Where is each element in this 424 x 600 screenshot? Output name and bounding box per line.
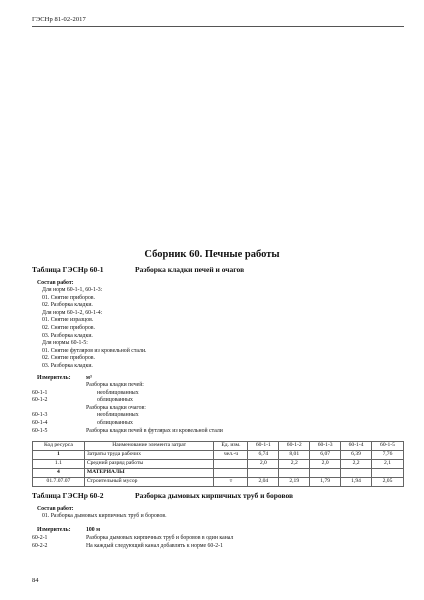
table-cell: 2,1 xyxy=(372,460,404,469)
norm-code: 60-1-5 xyxy=(32,427,48,434)
norm-text: необлицованных xyxy=(97,412,139,419)
table1-code: Таблица ГЭСНр 60-1 xyxy=(32,265,104,274)
table-cell: 01.7.07.07 xyxy=(33,478,85,487)
table-cell xyxy=(372,469,404,478)
table1-composition-title: Состав работ: xyxy=(37,280,74,286)
document-code: ГЭСНр 81-02-2017 xyxy=(32,16,86,23)
table-cell: МАТЕРИАЛЫ xyxy=(84,469,214,478)
table-cell: 2,19 xyxy=(279,478,310,487)
composition-item: 02. Снятие приборов. xyxy=(42,355,95,362)
table-cell: Строительный мусор xyxy=(84,478,214,487)
table1-meter-label: Измеритель: xyxy=(37,375,71,381)
table-cell: 6,07 xyxy=(310,451,341,460)
table-header-row xyxy=(33,442,404,451)
norm-row xyxy=(32,382,404,390)
table-cell xyxy=(248,469,279,478)
composition-item: Для нормы 60-1-5: xyxy=(42,340,88,347)
table-cell: 2,0 xyxy=(310,460,341,469)
table-cell: 6,39 xyxy=(341,451,372,460)
header-cell: 60-1-3 xyxy=(310,442,341,451)
norm-text: Разборка кладки очагов: xyxy=(86,404,146,411)
table-cell xyxy=(214,469,248,478)
table-cell: 1.1 xyxy=(33,460,85,469)
table-cell xyxy=(341,469,372,478)
table1-norms xyxy=(32,382,404,435)
header-cell: 60-1-4 xyxy=(341,442,372,451)
table2-meter-value: 100 м xyxy=(86,527,101,533)
table2-norms xyxy=(32,535,404,550)
norm-text: Разборка дымовых кирпичных труб и боровов в один канал xyxy=(86,535,234,541)
table-cell: 7,76 xyxy=(372,451,404,460)
norm-row xyxy=(32,412,404,420)
norm-text: Разборка кладки печей: xyxy=(86,382,144,388)
table-cell: Затраты труда рабочих xyxy=(84,451,214,460)
header-cell: Код ресурса xyxy=(33,442,85,451)
header-rule xyxy=(32,26,404,27)
norm-code: 60-1-3 xyxy=(32,412,48,419)
norm-code: 60-2-1 xyxy=(32,535,48,541)
composition-item: 03. Разборка кладки. xyxy=(42,332,93,339)
table-cell: 1,79 xyxy=(310,478,341,487)
table-cell: 2,05 xyxy=(372,478,404,487)
table2-name: Разборка дымовых кирпичных труб и боровов xyxy=(135,491,294,500)
table1-composition-list xyxy=(42,287,147,371)
table-row xyxy=(33,460,404,469)
composition-item: 02. Разборка кладки. xyxy=(42,302,93,309)
table-cell xyxy=(279,469,310,478)
table-cell xyxy=(310,469,341,478)
table2-composition-title: Состав работ: xyxy=(37,506,74,512)
norm-text: На каждый следующий канал добавлять к норме 60-2-1 xyxy=(86,542,223,549)
table-cell: чел.-ч xyxy=(214,451,248,460)
header-cell: Наименование элемента затрат xyxy=(84,442,214,451)
header-cell: Ед. изм. xyxy=(214,442,248,451)
table-cell: 1,94 xyxy=(341,478,372,487)
header-cell: 60-1-5 xyxy=(372,442,404,451)
table-cell: 1 xyxy=(33,451,85,460)
table2-code: Таблица ГЭСНр 60-2 xyxy=(32,491,104,500)
norm-code: 60-1-2 xyxy=(32,397,48,404)
composition-item: Для норм 60-1-1, 60-1-3: xyxy=(42,287,103,293)
norm-row xyxy=(32,420,404,428)
header-cell: 60-1-2 xyxy=(279,442,310,451)
norm-text: Разборка кладки печей в футлярах из кровельной стали xyxy=(86,427,223,434)
norm-row xyxy=(32,397,404,405)
table-row xyxy=(33,469,404,478)
table-cell: 2,2 xyxy=(279,460,310,469)
norm-text: облицованных xyxy=(97,397,133,404)
norm-row xyxy=(32,405,404,413)
composition-item: Для норм 60-1-2, 60-1-4: xyxy=(42,309,103,316)
table-cell: 6,74 xyxy=(248,451,279,460)
table-cell: 4 xyxy=(33,469,85,478)
table-cell xyxy=(214,460,248,469)
composition-item: 01. Снятие изразцов. xyxy=(42,317,94,324)
norm-code: 60-1-4 xyxy=(32,419,48,426)
norm-row xyxy=(32,428,404,436)
table-row xyxy=(33,478,404,487)
table-cell: Средний разряд работы xyxy=(84,460,214,469)
table-cell: 8,01 xyxy=(279,451,310,460)
norm-code: 60-1-1 xyxy=(32,389,48,396)
table2-meter-label: Измеритель: xyxy=(37,527,71,533)
norm-text: облицованных xyxy=(97,419,133,426)
norm-text: необлицованных xyxy=(97,389,139,396)
composition-item: 02. Снятие приборов. xyxy=(42,324,95,331)
table-cell: 2,0 xyxy=(248,460,279,469)
table-row xyxy=(33,451,404,460)
table2-composition-item: 01. Разборка дымовых кирпичных труб и боровов. xyxy=(42,513,167,519)
composition-item: 01. Снятие приборов. xyxy=(42,294,95,301)
norm-row xyxy=(32,535,404,543)
table-cell: 2,2 xyxy=(341,460,372,469)
collection-title: Сборник 60. Печные работы xyxy=(144,249,280,260)
table1-name: Разборка кладки печей и очагов xyxy=(135,265,245,274)
norm-row xyxy=(32,543,404,551)
norm-row xyxy=(32,390,404,398)
table-cell: т xyxy=(214,478,248,487)
norm-code: 60-2-2 xyxy=(32,542,48,549)
table1-meter-value: м³ xyxy=(86,375,92,381)
page-number: 84 xyxy=(32,577,39,584)
composition-item: 01. Снятие футляров из кровельной стали. xyxy=(42,347,147,354)
header-cell: 60-1-1 xyxy=(248,442,279,451)
table-cell: 2,04 xyxy=(248,478,279,487)
composition-item: 03. Разборка кладки. xyxy=(42,362,93,369)
resource-cost-table xyxy=(32,441,404,487)
